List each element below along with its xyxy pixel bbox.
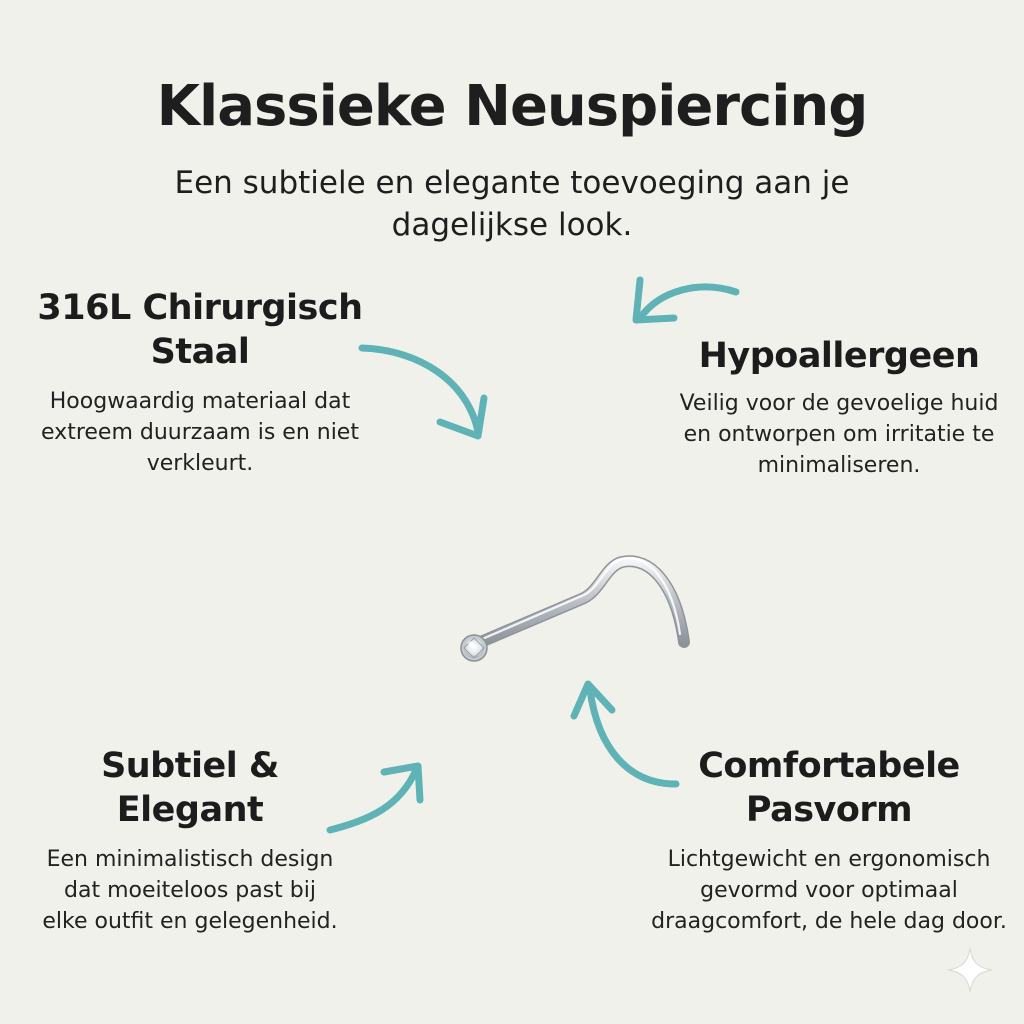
curved-arrow-icon (636, 280, 736, 320)
feature-comfort-description: Lichtgewicht en ergonomisch gevormd voor optimaal draagcomfort, de hele dag door. (651, 847, 1007, 934)
page-title: Klassieke Neuspiercing (156, 74, 868, 139)
curved-arrow-icon (330, 766, 420, 830)
nose-screw-piercing-icon (461, 558, 684, 661)
feature-steel-title: 316L Chirurgisch Staal (37, 288, 363, 372)
feature-subtle-title: Subtiel & Elegant (101, 746, 279, 830)
page-subtitle: Een subtiele en elegante toevoeging aan je dagelijkse look. (174, 165, 850, 243)
curved-arrow-icon (574, 684, 676, 784)
feature-hypoallergenic-description: Veilig voor de gevoelige huid en ontworpen om irritatie te minimaliseren. (679, 391, 999, 478)
curved-arrow-icon (362, 348, 484, 436)
feature-steel-description: Hoogwaardig materiaal dat extreem duurzaam is en niet verkleurt. (41, 389, 359, 476)
sparkle-icon (948, 948, 992, 992)
feature-subtle-description: Een minimalistisch design dat moeiteloos past bij elke outfit en gelegenheid. (42, 847, 338, 934)
feature-hypoallergenic-title: Hypoallergeen (698, 336, 980, 376)
feature-comfort-title: Comfortabele Pasvorm (698, 746, 960, 830)
